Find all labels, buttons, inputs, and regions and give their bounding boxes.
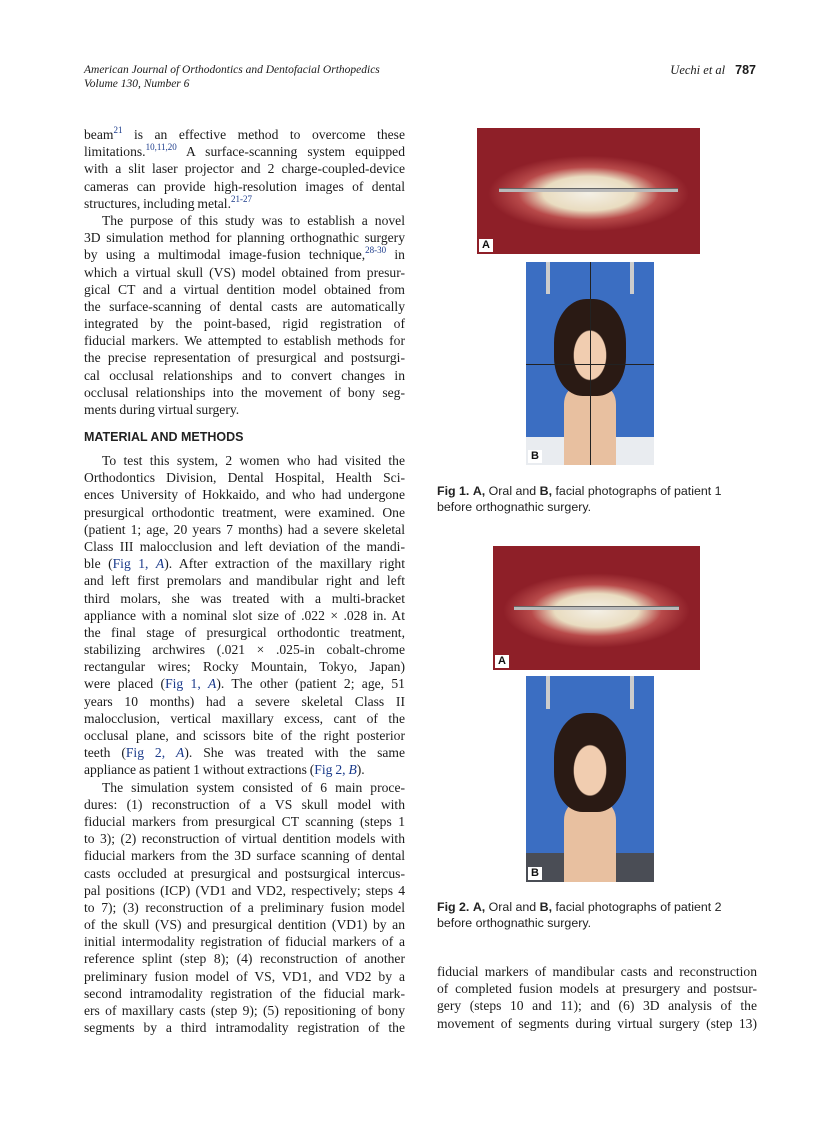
journal-volume: Volume 130, Number 6 [84, 78, 190, 90]
fig1-oral-photo [477, 128, 700, 254]
text-line: cameras can provide high-resolution images of dental [84, 178, 405, 194]
head-holder-rod [546, 262, 550, 294]
head-holder-rod [630, 262, 634, 294]
text-line: were placed (Fig 1, A). The other (patient 2; age, 51 [84, 676, 405, 692]
text-line: with a slit laser projector and 2 charge-coupled-device [84, 161, 405, 177]
figure-panel-link[interactable]: A [176, 745, 185, 761]
text-line: integrated by the point-based, rigid registration of [84, 316, 405, 332]
text-line: beam$^{21}$ is an effective method to overcome these [84, 125, 405, 142]
text-line: years 10 months) had a severe skeletal Class II [84, 693, 405, 709]
text-line: reference splint (step 8); (4) reconstruction of another [84, 951, 405, 967]
text-line: rectangular wires; Rocky Mountain, Tokyo, Japan) [84, 659, 405, 675]
archwire [514, 606, 680, 610]
text-line: limitations.$^{10,11,20}$ A surface-scanning system equipped [84, 142, 405, 160]
horizontal-line [526, 364, 654, 365]
text-line: structures, including metal.$^{21-27}$ [84, 193, 252, 211]
text-line: fiducial markers. We attempted to establish methods for [84, 333, 405, 349]
text-line: ments during virtual surgery. [84, 402, 240, 417]
panel-label: A [479, 239, 493, 252]
text-line: occlusal plane, and scissors bite of the right posterior [84, 728, 405, 743]
figure-link[interactable]: Fig 2, [125, 745, 177, 761]
fig2-facial-photo [526, 676, 654, 882]
text-line: the precise representation of presurgical and postsurgi- [84, 350, 405, 366]
text-line: the surface-scanning of dental casts are automatically [84, 298, 405, 314]
text-line: 3D simulation method for planning orthognathic surgery [84, 230, 405, 246]
running-header [84, 63, 380, 91]
authors: Uechi et al [670, 63, 726, 77]
journal-title: American Journal of Orthodontics and Dentofacial Orthopedics [84, 64, 380, 76]
text-line: ble (Fig 1, A). After extraction of the maxillary right [84, 556, 405, 572]
text-line: (patient 1; age, 20 years 7 months) had a severe skeletal [84, 521, 405, 537]
text-line: Class III malocclusion and left deviation of the mandi- [84, 538, 405, 554]
text-line: segments by a third intramodality registration of the [84, 1020, 405, 1036]
text-line: the final stage of presurgical orthodontic treatment, [84, 624, 405, 640]
caption-label: Fig 2. [437, 900, 470, 914]
text-line: malocclusion, vertical maxillary excess, cant of the [84, 710, 405, 726]
caption-b: B, [539, 900, 553, 914]
text-line: to 7); (3) reconstruction of a preliminary fusion model [84, 899, 405, 915]
text-line: appliance with a nominal slot size of .022 × .028 in. At [84, 607, 405, 623]
text-line: of the skull (VS) and presurgical dentition (VD1) by an [84, 917, 405, 933]
text-line: gery (steps 10 and 11); and (6) 3D analysis of the [437, 998, 757, 1014]
text-line: casts occluded at presurgical and postsurgical intercus- [84, 865, 405, 881]
text-line: preliminary fusion model of VS, VD1, and VD2 by a [84, 968, 405, 984]
text-line: pal positions (ICP) (VD1 and VD2, respectively; steps 4 [84, 882, 405, 898]
citation-ref[interactable]: 21-27 [231, 193, 252, 204]
panel-label: B [528, 450, 542, 463]
citation-ref[interactable]: 21 [113, 125, 123, 135]
figure-panel-link[interactable]: A [208, 676, 217, 692]
text-line: occlusal relationships into the movement of bony seg- [84, 384, 405, 400]
figure-link[interactable]: Fig 2, [314, 762, 349, 778]
text-line: ences University of Hokkaido, and who had undergone [84, 487, 405, 503]
text-line: dures: (1) reconstruction of a VS skull model with [84, 796, 405, 812]
page-number: 787 [735, 63, 756, 77]
text-line: by using a multimodal image-fusion technique,$^{28-30}$ in [84, 245, 405, 263]
figure-link[interactable]: Fig 1, [112, 556, 156, 572]
text-line: movement of segments during virtual surgery (step 13) [437, 1015, 757, 1031]
caption-text: before orthognathic surgery. [437, 916, 592, 930]
text-line: of completed fusion models at presurgery and postsur- [437, 981, 757, 997]
caption-a: A, [472, 900, 486, 914]
panel-label: B [528, 867, 542, 880]
text-line: The purpose of this study was to establish a novel [102, 212, 405, 228]
text-line: fiducial markers from presurgical CT scanning (steps 1 [84, 813, 405, 829]
figure-link[interactable]: Fig 1, [165, 676, 209, 692]
figure-panel-link[interactable]: A [155, 556, 165, 572]
right-column-text [437, 963, 757, 1032]
text-line: gical CT and a virtual dentition model obtained from [84, 281, 405, 297]
text-line: second intramodality registration of the fiducial mark- [84, 985, 405, 1001]
head-holder-rod [630, 676, 634, 709]
head-holder-rod [546, 676, 550, 709]
text-line: appliance as patient 1 without extractions (Fig 2, B). [84, 762, 365, 778]
caption-label: Fig 1. [437, 484, 470, 498]
text-line: ers of maxillary casts (step 9); (5) repositioning of bony [84, 1003, 405, 1018]
text-line: teeth (Fig 2, A). She was treated with the same [84, 745, 406, 761]
fig1-caption [437, 483, 767, 515]
text-line: to 3); (2) reconstruction of virtual dentition models with [84, 831, 405, 847]
text-line: stabilizing archwires (.021 × .025-in cobalt-chrome [84, 642, 405, 658]
caption-a: A, [472, 484, 486, 498]
left-column-intro [84, 126, 405, 418]
text-line: fiducial markers from the 3D surface scanning of dental [84, 848, 405, 864]
panel-label: A [495, 655, 509, 668]
caption-b: B, [539, 484, 553, 498]
archwire [499, 188, 677, 192]
text-line: The simulation system consisted of 6 main proce- [102, 779, 405, 795]
fig2-caption [437, 899, 767, 931]
text-line: third molars, she was treated with a multi-bracket [84, 590, 405, 606]
text-line: and left first premolars and mandibular right and left [84, 573, 405, 589]
running-header-right [670, 63, 756, 77]
text-line: To test this system, 2 women who had visited the [102, 453, 405, 468]
text-line: fiducial markers of mandibular casts and reconstruction [437, 964, 757, 979]
neck [564, 804, 615, 882]
text-line: Orthodontics Division, Dental Hospital, Health Sci- [84, 470, 405, 486]
text-line: cal occlusal relationships and to convert changes in [84, 367, 405, 383]
text-line: presurgical orthodontic treatment, were examined. One [84, 504, 405, 520]
caption-text: before orthognathic surgery. [437, 500, 592, 514]
fig1-facial-photo [526, 262, 654, 465]
figure-panel-link[interactable]: B [348, 762, 357, 778]
caption-text: Oral and [485, 484, 540, 498]
caption-text: Oral and [485, 900, 540, 914]
face [554, 713, 626, 812]
left-column-methods [84, 452, 405, 1036]
citation-ref[interactable]: 10,11,20 [145, 142, 177, 153]
fig2-oral-photo [493, 546, 700, 670]
text-line: which a virtual skull (VS) model obtained from presur- [84, 264, 405, 280]
section-heading: MATERIAL AND METHODS [84, 430, 244, 444]
caption-text: facial photographs of patient 2 [552, 900, 722, 914]
citation-ref[interactable]: 28-30 [365, 245, 387, 256]
caption-text: facial photographs of patient 1 [552, 484, 722, 498]
text-line: initial intermodality registration of fiducial markers of a [84, 934, 405, 950]
